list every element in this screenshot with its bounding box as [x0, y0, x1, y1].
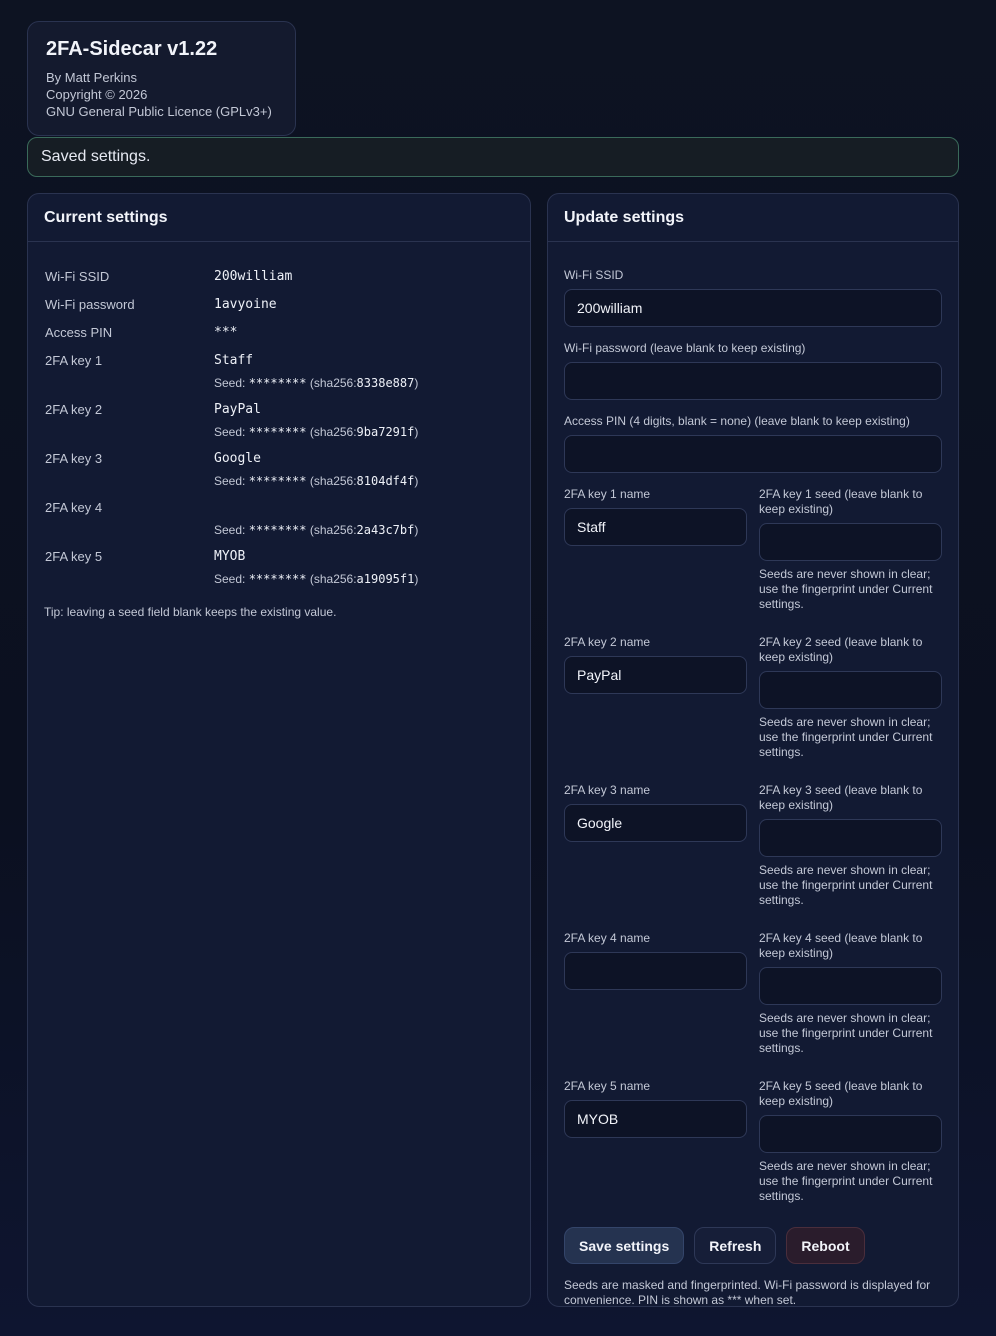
app-title: 2FA-Sidecar v1.22: [46, 38, 218, 60]
key-2-fields: [564, 635, 942, 783]
seed-mask: ********: [248, 523, 307, 537]
seed-hint: Seeds are never shown in clear; use the fingerprint under Current settings.: [759, 567, 933, 611]
action-buttons: [564, 1227, 942, 1264]
key-1-seed-input[interactable]: [759, 523, 942, 561]
seed-fingerprint: a19095f1: [356, 572, 415, 586]
fingerprint-open: (sha256:: [309, 474, 357, 488]
fingerprint-close: ): [414, 572, 419, 586]
fingerprint-close: ): [414, 376, 419, 390]
wifi-ssid-field: [564, 268, 942, 327]
current-key-label: 2FA key 4: [45, 500, 103, 515]
key-5-fields: [564, 1079, 942, 1227]
key-3-seed-input[interactable]: [759, 819, 942, 857]
author-line: By Matt Perkins: [46, 70, 138, 85]
seed-mask: ********: [248, 376, 307, 390]
current-key-label: 2FA key 3: [45, 451, 103, 466]
seed-fingerprint: 8338e887: [356, 376, 415, 390]
current-key-5-row: [45, 548, 513, 597]
current-wifi-ssid-label: Wi-Fi SSID: [45, 269, 110, 284]
fingerprint-close: ): [414, 474, 419, 488]
update-settings-panel: [547, 193, 959, 1307]
current-key-1-row: [45, 352, 513, 401]
seed-fingerprint: 9ba7291f: [356, 425, 415, 439]
fingerprint-close: ): [414, 425, 419, 439]
current-wifi-ssid-row: [45, 268, 513, 286]
wifi-ssid-label: Wi-Fi SSID: [564, 268, 624, 282]
key-seed-label: 2FA key 1 seed (leave blank to keep existing): [759, 487, 923, 516]
key-name-label: 2FA key 2 name: [564, 635, 651, 649]
seed-tip: Tip: leaving a seed field blank keeps the existing value.: [44, 605, 337, 619]
current-key-name: [214, 499, 513, 517]
key-2-seed-input[interactable]: [759, 671, 942, 709]
current-key-seed: [214, 423, 513, 441]
seed-hint: Seeds are never shown in clear; use the fingerprint under Current settings.: [759, 1159, 933, 1203]
current-key-label: 2FA key 2: [45, 402, 103, 417]
seed-prefix: Seed:: [214, 425, 246, 439]
wifi-password-label: Wi-Fi password (leave blank to keep existing): [564, 341, 806, 355]
current-settings-title: Current settings: [28, 194, 530, 242]
current-key-2-row: [45, 401, 513, 450]
fingerprint-open: (sha256:: [309, 572, 357, 586]
seed-prefix: Seed:: [214, 572, 246, 586]
current-key-seed: [214, 521, 513, 539]
key-seed-label: 2FA key 5 seed (leave blank to keep existing): [759, 1079, 923, 1108]
current-wifi-password-label: Wi-Fi password: [45, 297, 135, 312]
wifi-password-field: [564, 341, 942, 400]
current-key-seed: [214, 570, 513, 588]
seed-mask: ********: [248, 572, 307, 586]
key-4-name-input[interactable]: [564, 952, 747, 990]
current-key-name: PayPal: [214, 402, 261, 417]
fingerprint-open: (sha256:: [309, 523, 357, 537]
key-name-label: 2FA key 4 name: [564, 931, 651, 945]
access-pin-input[interactable]: [564, 435, 942, 473]
key-name-label: 2FA key 3 name: [564, 783, 651, 797]
seed-mask: ********: [248, 474, 307, 488]
current-key-label: 2FA key 5: [45, 549, 103, 564]
current-access-pin-value: ***: [214, 325, 238, 340]
seed-hint: Seeds are never shown in clear; use the fingerprint under Current settings.: [759, 715, 933, 759]
current-key-4-row: [45, 499, 513, 548]
seed-prefix: Seed:: [214, 376, 246, 390]
key-5-name-input[interactable]: [564, 1100, 747, 1138]
key-3-fields: [564, 783, 942, 931]
update-settings-title: Update settings: [548, 194, 958, 242]
current-wifi-password-value: 1avyoine: [214, 297, 277, 312]
seed-fingerprint: 2a43c7bf: [356, 523, 415, 537]
seed-hint: Seeds are never shown in clear; use the fingerprint under Current settings.: [759, 1011, 933, 1055]
current-access-pin-row: [45, 324, 513, 342]
seed-prefix: Seed:: [214, 474, 246, 488]
current-settings-list: [28, 242, 530, 597]
current-key-3-row: [45, 450, 513, 499]
current-key-seed: [214, 374, 513, 392]
key-name-label: 2FA key 5 name: [564, 1079, 651, 1093]
fingerprint-open: (sha256:: [309, 425, 357, 439]
access-pin-field: [564, 414, 942, 473]
key-1-fields: [564, 487, 942, 635]
current-wifi-ssid-value: 200william: [214, 269, 293, 284]
key-5-seed-input[interactable]: [759, 1115, 942, 1153]
key-seed-label: 2FA key 4 seed (leave blank to keep existing): [759, 931, 923, 960]
key-seed-label: 2FA key 3 seed (leave blank to keep existing): [759, 783, 923, 812]
refresh-button[interactable]: Refresh: [694, 1227, 776, 1264]
current-key-label: 2FA key 1: [45, 353, 103, 368]
key-2-name-input[interactable]: [564, 656, 747, 694]
wifi-password-input[interactable]: [564, 362, 942, 400]
key-3-name-input[interactable]: [564, 804, 747, 842]
seed-hint: Seeds are never shown in clear; use the fingerprint under Current settings.: [759, 863, 933, 907]
current-settings-panel: [27, 193, 531, 1307]
key-4-fields: [564, 931, 942, 1079]
seed-prefix: Seed:: [214, 523, 246, 537]
current-key-name: Google: [214, 451, 261, 466]
fingerprint-close: ): [414, 523, 419, 537]
current-key-seed: [214, 472, 513, 490]
current-wifi-password-row: [45, 296, 513, 314]
current-key-name: Staff: [214, 353, 254, 368]
current-access-pin-label: Access PIN: [45, 325, 113, 340]
current-key-name: MYOB: [214, 549, 246, 564]
reboot-button[interactable]: Reboot: [786, 1227, 864, 1264]
status-message: Saved settings.: [27, 137, 959, 177]
app-header-card: [27, 21, 296, 136]
key-name-label: 2FA key 1 name: [564, 487, 651, 501]
seed-fingerprint: 8104df4f: [356, 474, 415, 488]
fingerprint-open: (sha256:: [309, 376, 357, 390]
key-seed-label: 2FA key 2 seed (leave blank to keep existing): [759, 635, 923, 664]
key-4-seed-input[interactable]: [759, 967, 942, 1005]
update-settings-form: [548, 242, 958, 1308]
wifi-ssid-input[interactable]: [564, 289, 942, 327]
access-pin-label: Access PIN (4 digits, blank = none) (leave blank to keep existing): [564, 414, 910, 428]
key-1-name-input[interactable]: [564, 508, 747, 546]
footnote: Seeds are masked and fingerprinted. Wi-Fi password is displayed for convenience. PIN is shown as *** when set.: [564, 1278, 931, 1307]
copyright-line: Copyright © 2026: [46, 87, 148, 102]
licence-line: GNU General Public Licence (GPLv3+): [46, 104, 272, 119]
save-settings-button[interactable]: Save settings: [564, 1227, 684, 1264]
seed-mask: ********: [248, 425, 307, 439]
